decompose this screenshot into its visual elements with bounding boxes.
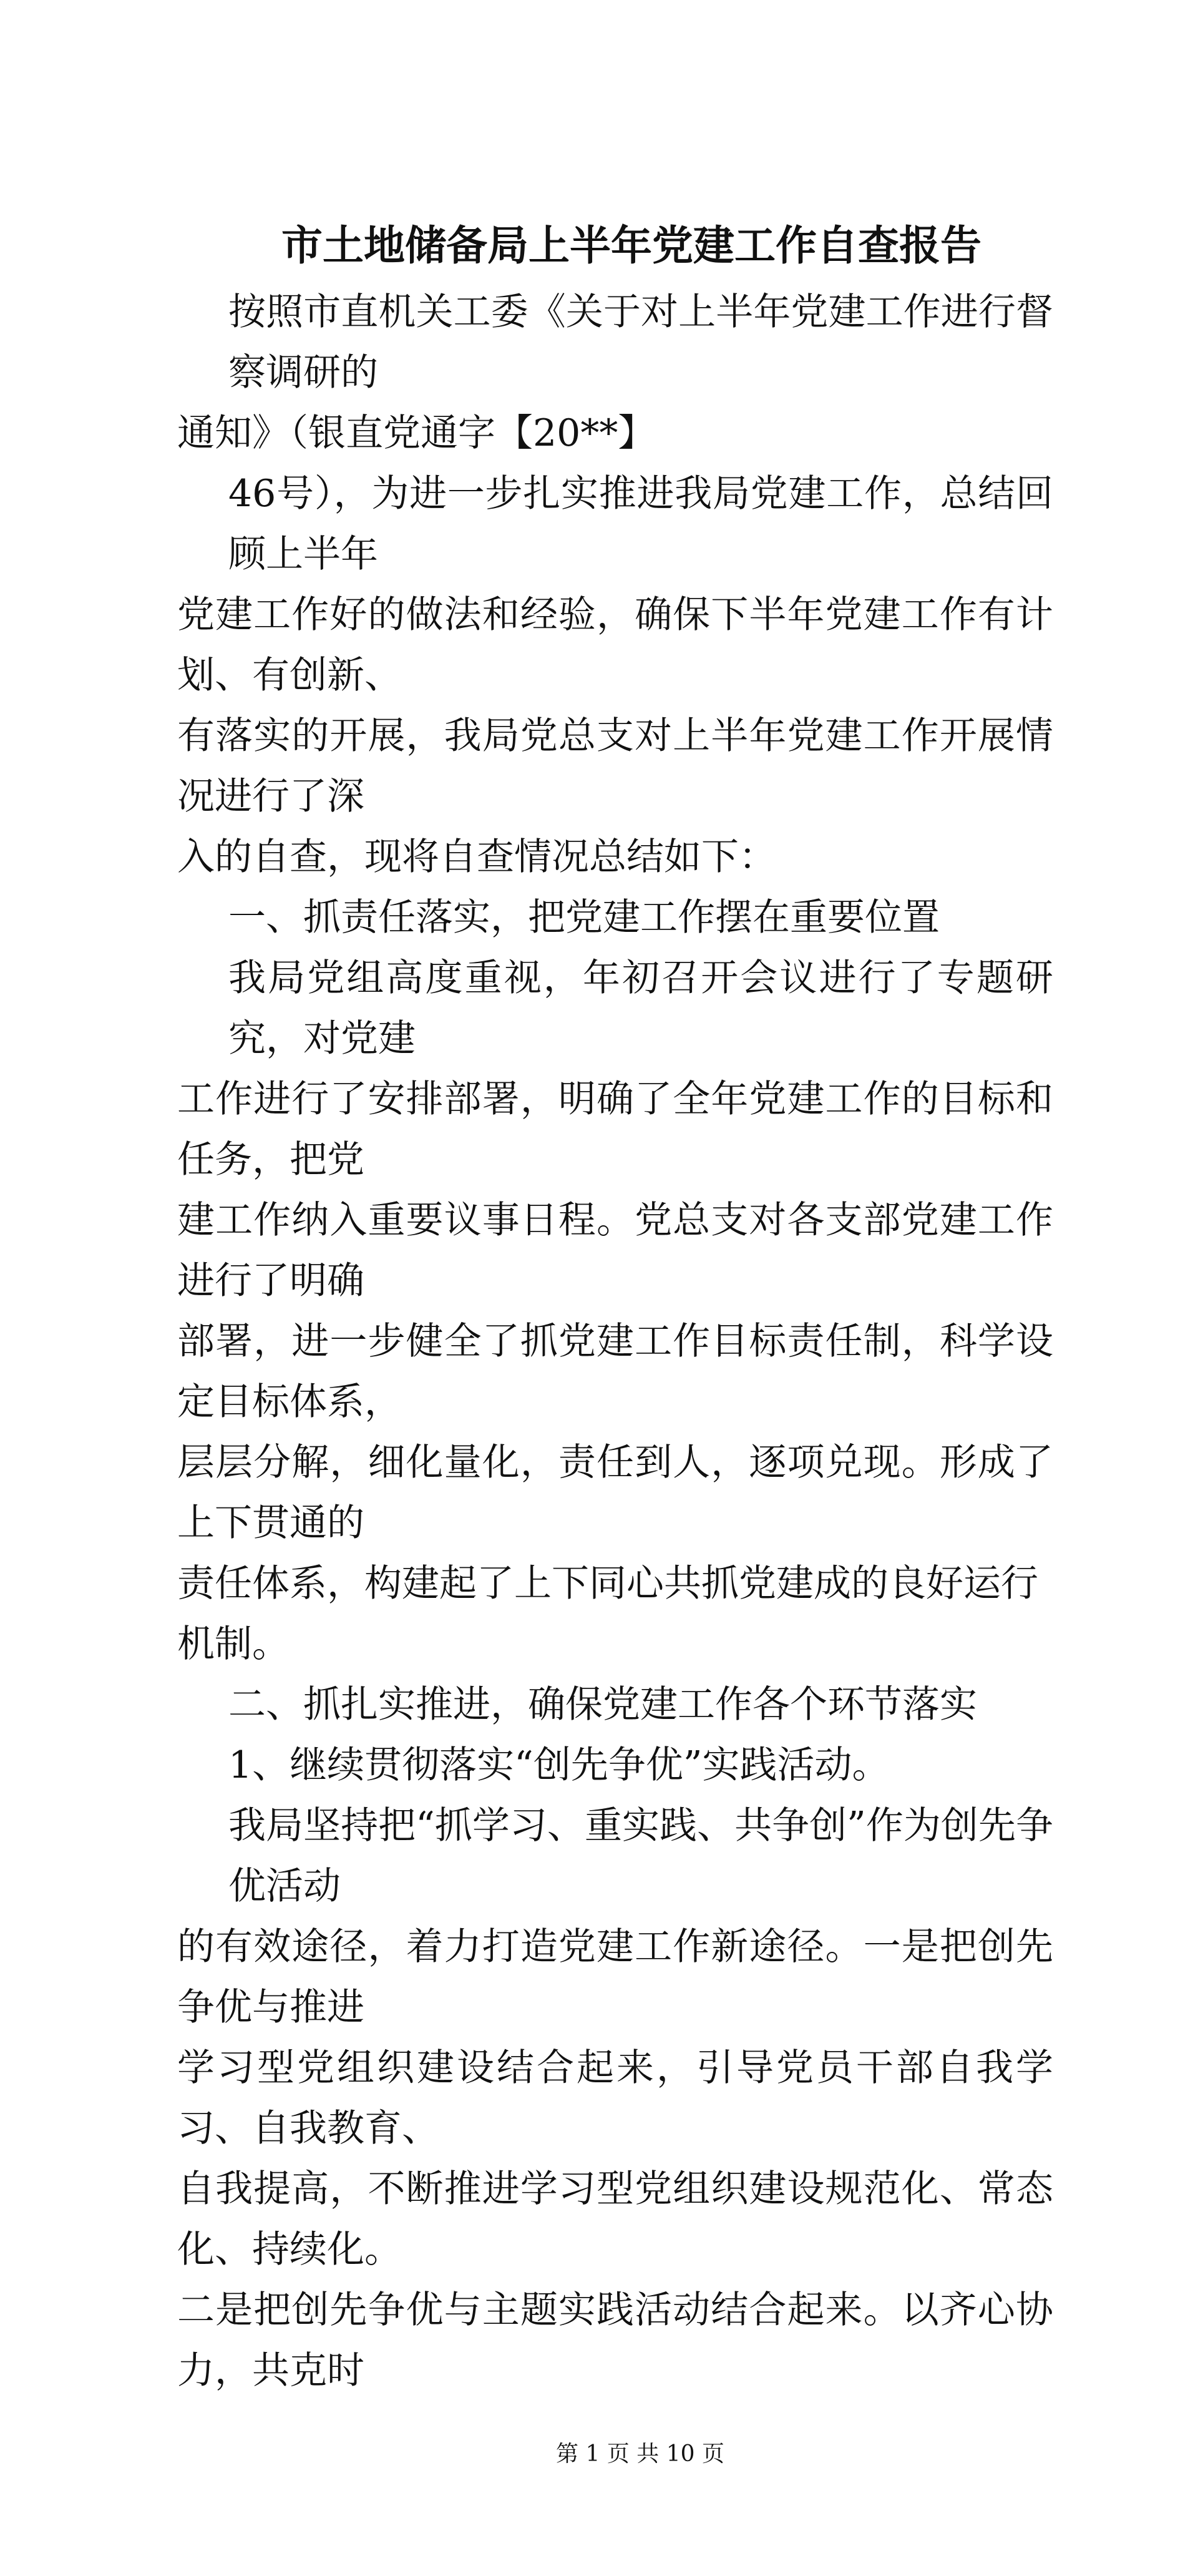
document-body bbox=[177, 282, 1053, 2401]
body-text-line: 自我提高，不断推进学习型党组织建设规范化、常态化、持续化。 bbox=[177, 2167, 1053, 2271]
body-text-line: 有落实的开展，我局党总支对上半年党建工作开展情况进行了深 bbox=[177, 714, 1053, 818]
document-title: 市土地储备局上半年党建工作自查报告 bbox=[281, 221, 981, 270]
body-text-line: 工作进行了安排部署，明确了全年党建工作的目标和任务，把党 bbox=[177, 1077, 1053, 1182]
body-text-line: 我局党组高度重视，年初召开会议进行了专题研究，对党建 bbox=[228, 956, 1053, 1060]
body-text-line: 责任体系，构建起了上下同心共抓党建成的良好运行机制。 bbox=[177, 1562, 1038, 1666]
body-text-line: 我局坚持把“抓学习、重实践、共争创”作为创先争优活动 bbox=[228, 1804, 1053, 1908]
body-text-line: 46号），为进一步扎实推进我局党建工作，总结回顾上半年 bbox=[228, 472, 1053, 576]
body-text-line: 的有效途径，着力打造党建工作新途径。一是把创先争优与推进 bbox=[177, 1925, 1053, 2029]
body-text-line: 通知》（银直党通字【20**】 bbox=[177, 411, 656, 455]
body-text-line: 1、继续贯彻落实“创先争优”实践活动。 bbox=[228, 1743, 890, 1787]
body-text-line: 按照市直机关工委《关于对上半年党建工作进行督察调研的 bbox=[228, 290, 1053, 394]
body-text-line: 二、抓扎实推进，确保党建工作各个环节落实 bbox=[228, 1683, 977, 1726]
body-text-line: 建工作纳入重要议事日程。党总支对各支部党建工作进行了明确 bbox=[177, 1198, 1053, 1303]
body-text-line: 部署，进一步健全了抓党建工作目标责任制，科学设定目标体系， bbox=[177, 1320, 1053, 1424]
body-text-line: 入的自查，现将自查情况总结如下： bbox=[177, 835, 776, 879]
body-text-line: 党建工作好的做法和经验，确保下半年党建工作有计划、有创新、 bbox=[177, 593, 1053, 697]
body-text-line: 二是把创先争优与主题实践活动结合起来。以齐心协力，共克时 bbox=[177, 2288, 1053, 2392]
body-text-line: 层层分解，细化量化，责任到人，逐项兑现。形成了上下贯通的 bbox=[177, 1441, 1053, 1545]
page-footer: 第 1 页 共 10 页 bbox=[556, 2441, 724, 2467]
body-text-line: 一、抓责任落实，把党建工作摆在重要位置 bbox=[228, 896, 940, 939]
body-text-line: 学习型党组织建设结合起来，引导党员干部自我学习、自我教育、 bbox=[177, 2046, 1053, 2150]
